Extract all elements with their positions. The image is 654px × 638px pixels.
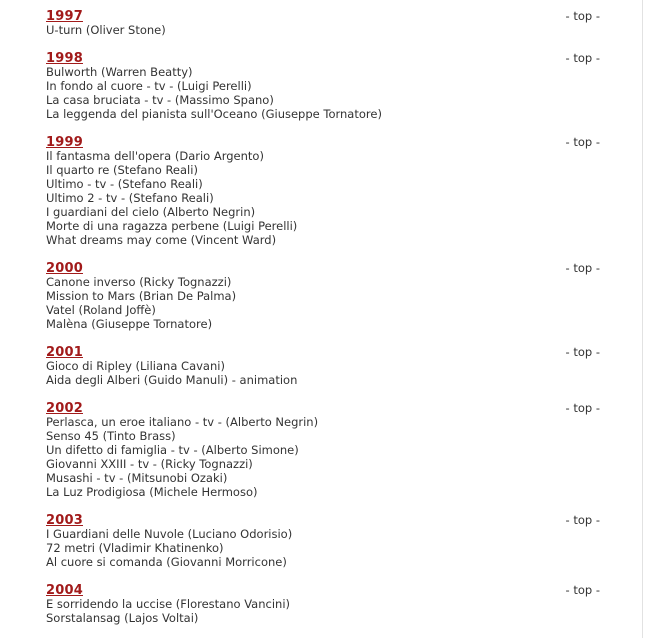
film-item: Malèna (Giuseppe Tornatore) xyxy=(46,317,213,331)
year-header xyxy=(46,9,602,23)
year-header xyxy=(46,135,602,149)
year-section-2001 xyxy=(46,345,602,387)
film-item: Vatel (Roland Joffè) xyxy=(46,303,156,317)
year-link-2003[interactable]: 2003 xyxy=(46,513,83,528)
year-header xyxy=(46,51,602,65)
film-item: 72 metri (Vladimir Khatinenko) xyxy=(46,541,224,555)
year-header xyxy=(46,583,602,597)
year-header xyxy=(46,401,602,415)
film-item: E sorridendo la uccise (Florestano Vancini) xyxy=(46,597,291,611)
top-link[interactable]: - top - xyxy=(565,345,600,359)
top-link[interactable]: - top - xyxy=(565,513,600,527)
film-list xyxy=(46,65,602,121)
year-header xyxy=(46,261,602,275)
top-link[interactable]: - top - xyxy=(565,51,600,65)
year-link-1999[interactable]: 1999 xyxy=(46,135,83,150)
year-link-2002[interactable]: 2002 xyxy=(46,401,83,416)
film-list xyxy=(46,415,602,499)
film-item: What dreams may come (Vincent Ward) xyxy=(46,233,277,247)
film-item: Perlasca, un eroe italiano - tv - (Alberto Negrin) xyxy=(46,415,319,429)
film-item: Il quarto re (Stefano Reali) xyxy=(46,163,198,177)
year-section-2003 xyxy=(46,513,602,569)
film-list xyxy=(46,359,602,387)
year-section-2004 xyxy=(46,583,602,625)
year-section-1997 xyxy=(46,9,602,37)
top-link[interactable]: - top - xyxy=(565,261,600,275)
film-item: In fondo al cuore - tv - (Luigi Perelli) xyxy=(46,79,252,93)
film-item: La casa bruciata - tv - (Massimo Spano) xyxy=(46,93,274,107)
film-item: Al cuore si comanda (Giovanni Morricone) xyxy=(46,555,287,569)
film-item: Senso 45 (Tinto Brass) xyxy=(46,429,176,443)
film-list xyxy=(46,527,602,569)
film-list xyxy=(46,149,602,247)
film-item: Il fantasma dell'opera (Dario Argento) xyxy=(46,149,264,163)
film-item: Aida degli Alberi (Guido Manuli) - animation xyxy=(46,373,298,387)
year-header xyxy=(46,513,602,527)
film-item: Giovanni XXIII - tv - (Ricky Tognazzi) xyxy=(46,457,253,471)
film-item: Ultimo - tv - (Stefano Reali) xyxy=(46,177,203,191)
year-section-1999 xyxy=(46,135,602,247)
film-item: La leggenda del pianista sull'Oceano (Giuseppe Tornatore) xyxy=(46,107,382,121)
film-item: Un difetto di famiglia - tv - (Alberto Simone) xyxy=(46,443,299,457)
top-link[interactable]: - top - xyxy=(565,401,600,415)
film-list xyxy=(46,23,602,37)
film-item: Bulworth (Warren Beatty) xyxy=(46,65,193,79)
year-section-1998 xyxy=(46,51,602,121)
film-item: I guardiani del cielo (Alberto Negrin) xyxy=(46,205,256,219)
film-item: Mission to Mars (Brian De Palma) xyxy=(46,289,237,303)
top-link[interactable]: - top - xyxy=(565,135,600,149)
year-header xyxy=(46,345,602,359)
year-link-2001[interactable]: 2001 xyxy=(46,345,83,360)
film-item: Ultimo 2 - tv - (Stefano Reali) xyxy=(46,191,214,205)
film-item: La Luz Prodigiosa (Michele Hermoso) xyxy=(46,485,258,499)
film-item: I Guardiani delle Nuvole (Luciano Odorisio) xyxy=(46,527,293,541)
film-item: Sorstalansag (Lajos Voltai) xyxy=(46,611,199,625)
year-link-2000[interactable]: 2000 xyxy=(46,261,83,276)
film-list xyxy=(46,597,602,625)
film-item: Morte di una ragazza perbene (Luigi Perelli) xyxy=(46,219,298,233)
top-link[interactable]: - top - xyxy=(565,9,600,23)
film-list xyxy=(46,275,602,331)
year-link-1997[interactable]: 1997 xyxy=(46,9,83,24)
film-item: Canone inverso (Ricky Tognazzi) xyxy=(46,275,232,289)
top-link[interactable]: - top - xyxy=(565,583,600,597)
year-section-2002 xyxy=(46,401,602,499)
film-item: U-turn (Oliver Stone) xyxy=(46,23,166,37)
year-section-2000 xyxy=(46,261,602,331)
film-item: Musashi - tv - (Mitsunobi Ozaki) xyxy=(46,471,228,485)
year-link-2004[interactable]: 2004 xyxy=(46,583,83,598)
film-item: Gioco di Ripley (Liliana Cavani) xyxy=(46,359,225,373)
year-link-1998[interactable]: 1998 xyxy=(46,51,83,66)
